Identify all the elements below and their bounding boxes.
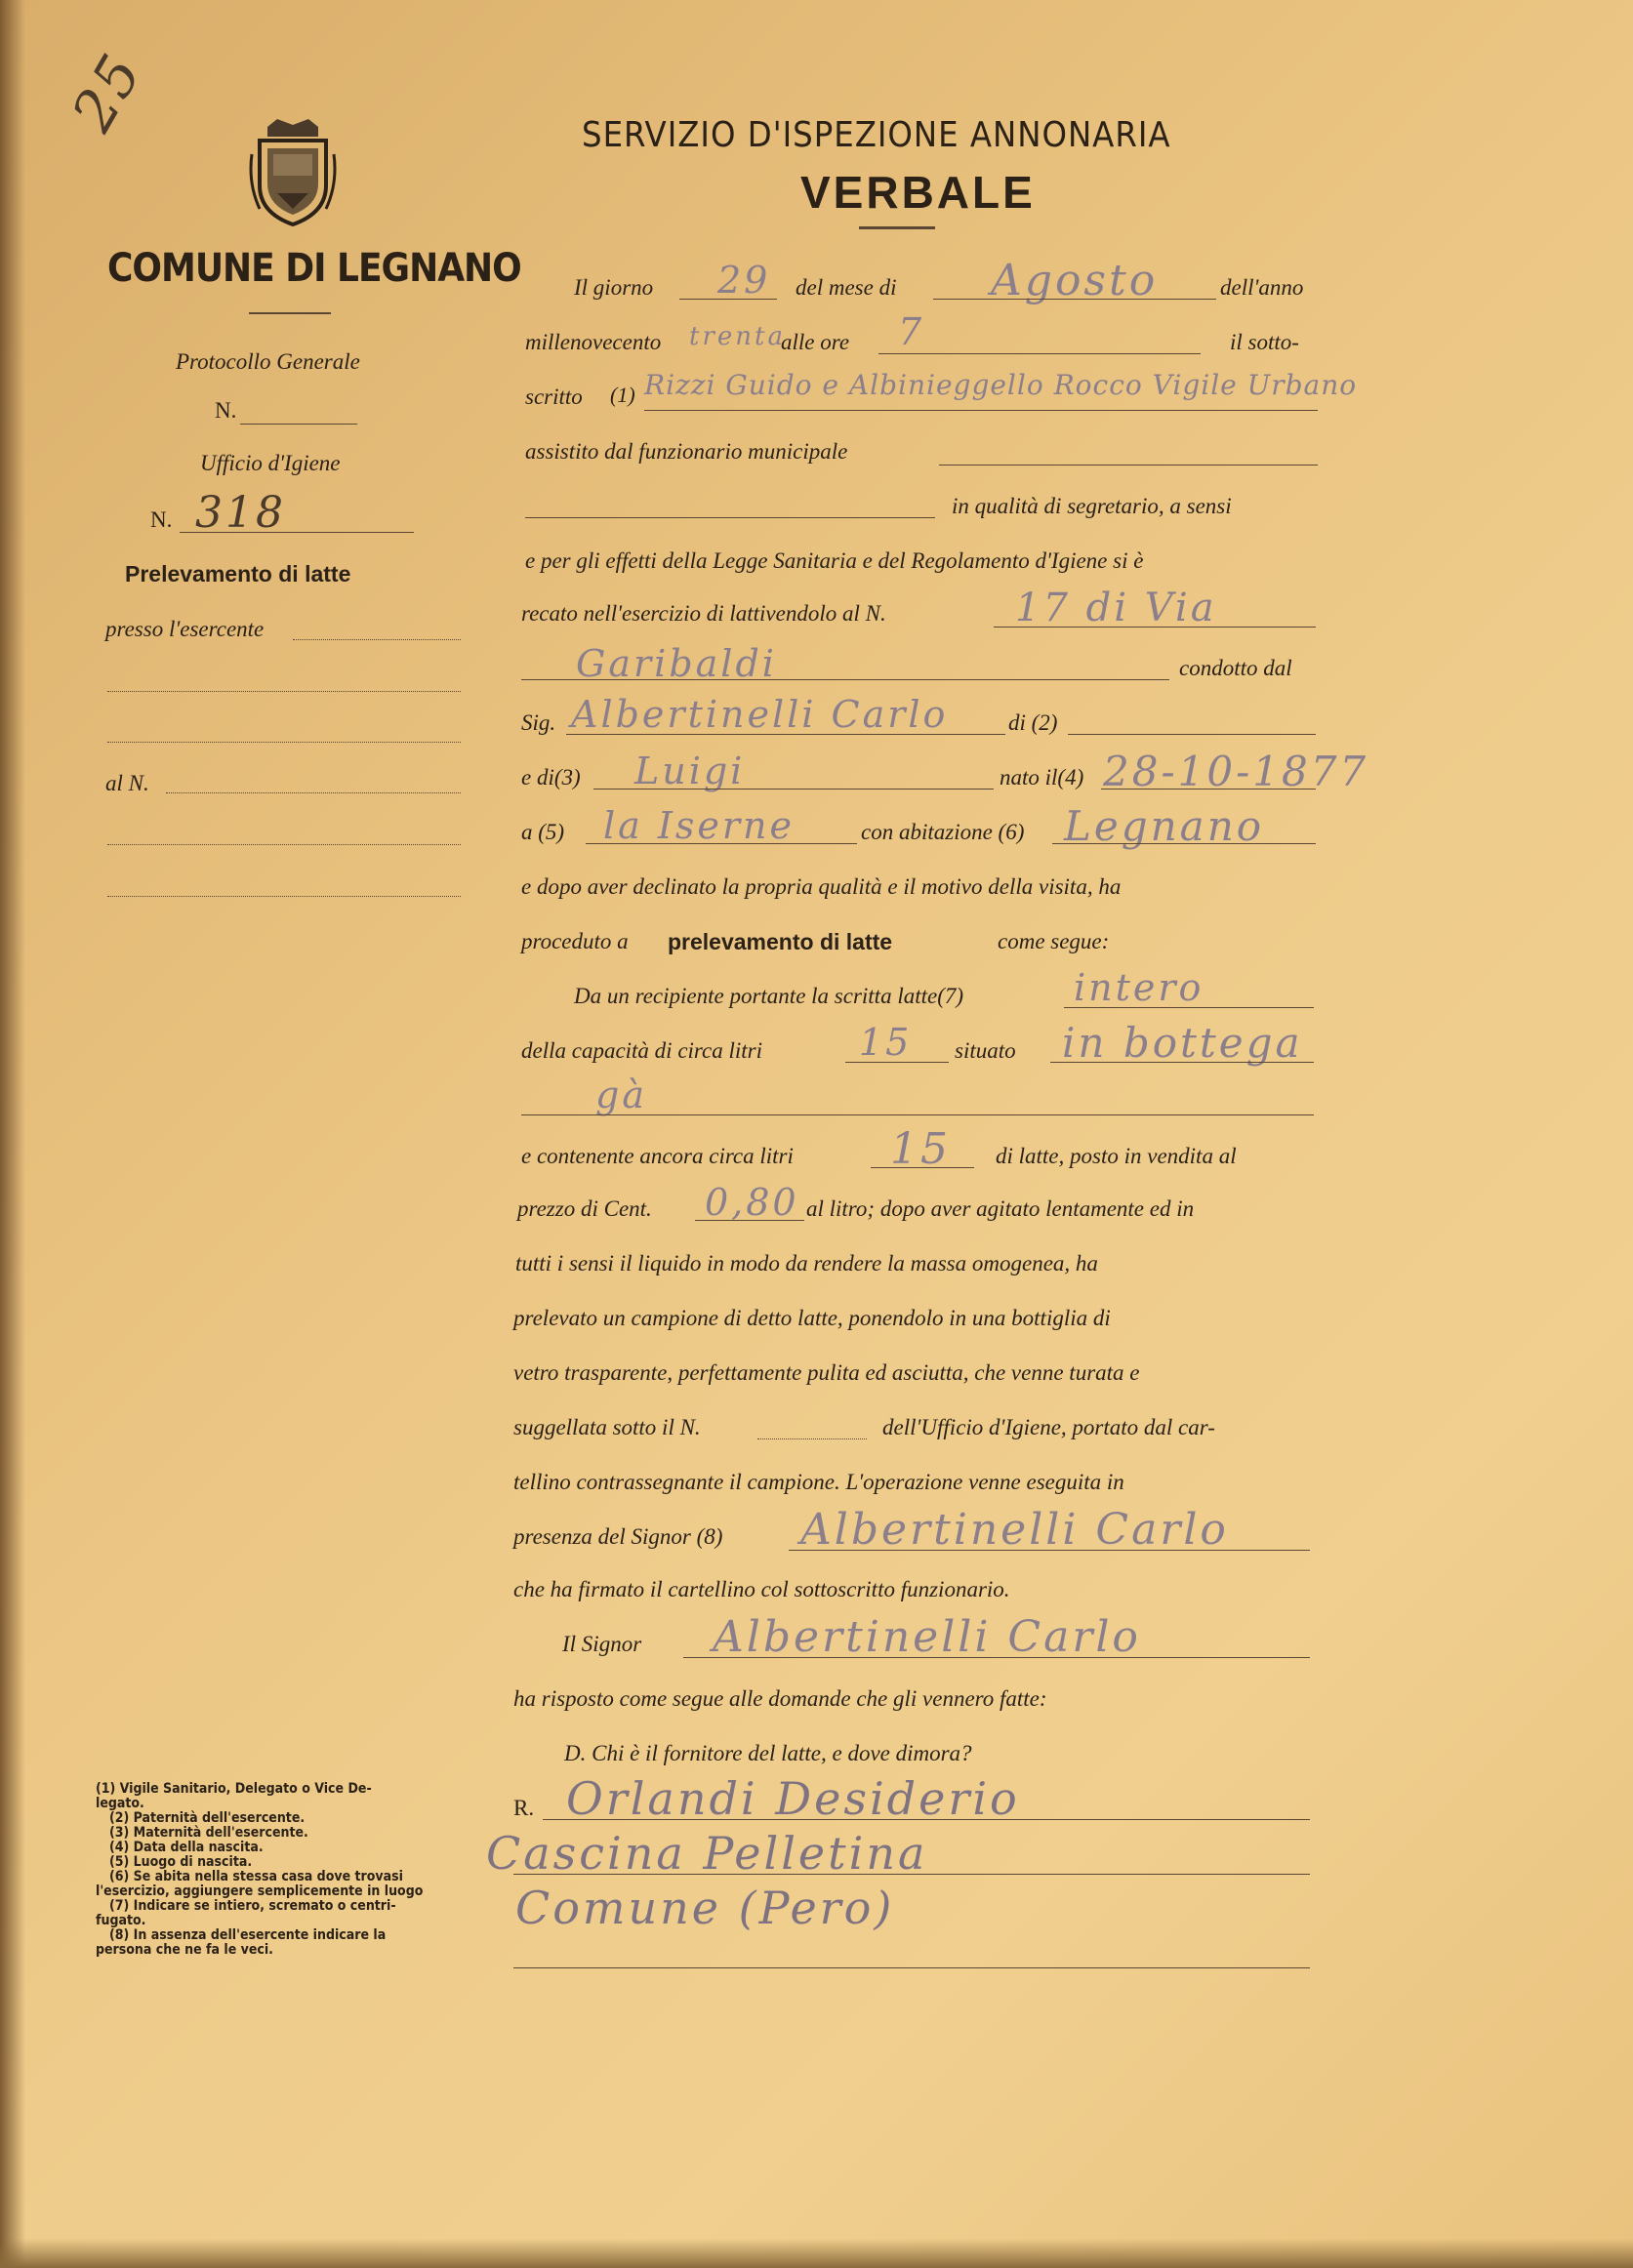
- birth-place-value: la Iserne: [603, 804, 796, 847]
- field-label: in qualità di segretario, a sensi: [952, 494, 1232, 518]
- remaining-line: [871, 1167, 974, 1168]
- body-text: vetro trasparente, perfettamente pulita ed asciutta, che venne turata e: [513, 1360, 1140, 1385]
- al-n-line: [166, 792, 461, 793]
- body-text: ha risposto come segue alle domande che gli vennero fatte:: [513, 1686, 1047, 1711]
- body-text: e dopo aver declinato la propria qualità e il motivo della visita, ha: [521, 874, 1122, 899]
- field-label: di (2): [1008, 710, 1058, 735]
- verbale-title: VERBALE: [800, 167, 1036, 218]
- paternita-line: [1068, 734, 1316, 735]
- street-number-value: 17 di Via: [1015, 586, 1217, 630]
- residence-value: Legnano: [1064, 802, 1265, 850]
- answer-line-3: Comune (Pero): [515, 1882, 895, 1934]
- paper-edge-left: [0, 0, 25, 2268]
- footnote: fugato.: [96, 1913, 146, 1928]
- ufficio-n-value: 318: [195, 488, 286, 538]
- day-value: 29: [717, 259, 771, 302]
- birth-date-line: [1101, 789, 1316, 790]
- divider: [249, 312, 331, 314]
- ufficio-n-line: [180, 532, 414, 533]
- presenza-line: [789, 1550, 1310, 1551]
- field-label: con abitazione (6): [861, 820, 1025, 844]
- street-number-line: [994, 627, 1316, 628]
- presso-label: presso l'esercente: [105, 617, 265, 641]
- footnote: (3) Maternità dell'esercente.: [109, 1825, 308, 1841]
- day-line: [679, 299, 777, 300]
- capacity-line: [845, 1062, 949, 1063]
- al-n-label: al N.: [105, 771, 149, 795]
- footnote: (6) Se abita nella stessa casa dove trovasi: [109, 1869, 403, 1884]
- funzionario-line: [939, 465, 1318, 466]
- capacity-value: 15: [859, 1021, 913, 1064]
- answer-line: [513, 1967, 1310, 1968]
- field-label: Da un recipiente portante la scritta latte(7): [574, 984, 964, 1008]
- page-number-handwritten: 25: [59, 41, 156, 142]
- location-line: [1050, 1062, 1314, 1063]
- field-label: di latte, posto in vendita al: [996, 1144, 1237, 1168]
- presenza-name: Albertinelli Carlo: [800, 1505, 1229, 1555]
- footnote: (1) Vigile Sanitario, Delegato o Vice De-: [96, 1781, 372, 1797]
- price-line: [695, 1220, 804, 1221]
- field-label: assistito dal funzionario municipale: [525, 439, 848, 464]
- protocollo-label: Protocollo Generale: [176, 349, 360, 374]
- presso-line: [293, 639, 461, 640]
- field-label: al litro; dopo aver agitato lentamente ed in: [806, 1196, 1195, 1221]
- verbale-underline: [859, 226, 935, 229]
- location-cont-value: gà: [595, 1073, 647, 1116]
- field-label: dell'anno: [1220, 275, 1304, 300]
- field-label: nato il(4): [1000, 765, 1084, 790]
- names-line: [644, 410, 1318, 411]
- field-label: della capacità di circa litri: [521, 1038, 762, 1063]
- footnotes: [96, 1782, 423, 1958]
- year-value: trenta: [689, 322, 786, 351]
- location-cont-line: [521, 1114, 1314, 1115]
- prelevamento-title: Prelevamento di latte: [125, 561, 351, 587]
- milk-type-line: [1064, 1007, 1314, 1008]
- maternita-value: Luigi: [634, 749, 746, 792]
- hour-value: 7: [898, 310, 925, 353]
- hour-line: [878, 353, 1201, 354]
- answer-line-1: Orlandi Desiderio: [566, 1772, 1020, 1825]
- field-label: condotto dal: [1179, 656, 1292, 680]
- field-label: del mese di: [796, 275, 897, 300]
- presso-line-3: [107, 742, 461, 743]
- comune-title: COMUNE DI LEGNANO: [107, 246, 521, 291]
- body-text: e per gli effetti della Legge Sanitaria e del Regolamento d'Igiene si è: [525, 548, 1144, 573]
- field-label: e di(3): [521, 765, 581, 790]
- field-label: Sig.: [521, 710, 556, 735]
- al-n-line-2: [107, 844, 461, 845]
- footnote: l'esercizio, aggiungere semplicemente in luogo: [96, 1883, 424, 1899]
- street-line: [521, 679, 1169, 680]
- signor-line: [683, 1657, 1310, 1658]
- question-text: D. Chi è il fornitore del latte, e dove dimora?: [564, 1741, 972, 1765]
- body-text-bold: prelevamento di latte: [668, 929, 893, 954]
- footnote: persona che ne fa le veci.: [96, 1942, 273, 1958]
- presso-line-2: [107, 691, 461, 692]
- residence-line: [1052, 843, 1316, 844]
- field-label: e contenente ancora circa litri: [521, 1144, 794, 1168]
- body-text: che ha firmato il cartellino col sottoscritto funzionario.: [513, 1577, 1010, 1601]
- field-label: millenovecento: [525, 330, 662, 354]
- month-line: [933, 299, 1216, 300]
- location-value: in bottega: [1062, 1019, 1303, 1067]
- body-text: tellino contrassegnante il campione. L'operazione venne eseguita in: [513, 1470, 1124, 1494]
- inspector-names: Rizzi Guido e Albinieggello Rocco Vigile Urbano: [644, 369, 1358, 401]
- footnote: (7) Indicare se intiero, scremato o centri-: [109, 1898, 396, 1914]
- remaining-value: 15: [890, 1124, 951, 1174]
- field-label: alle ore: [781, 330, 850, 354]
- protocollo-n-label: N.: [215, 398, 237, 423]
- answer-line: [513, 1874, 1310, 1875]
- paper-edge-bottom: [0, 2239, 1633, 2268]
- ufficio-label: Ufficio d'Igiene: [200, 451, 341, 475]
- ufficio-n-label: N.: [150, 507, 173, 532]
- answer-line: [543, 1819, 1310, 1820]
- esercente-name: Albertinelli Carlo: [571, 693, 949, 736]
- birth-date-value: 28-10-1877: [1103, 748, 1369, 795]
- segretario-line: [525, 517, 935, 518]
- protocollo-n-line: [240, 424, 357, 425]
- field-label: Il Signor: [562, 1632, 642, 1656]
- field-label: prezzo di Cent.: [517, 1196, 652, 1221]
- field-label: presenza del Signor (8): [513, 1524, 723, 1549]
- footnote: (2) Paternità dell'esercente.: [109, 1810, 306, 1826]
- servizio-title: SERVIZIO D'ISPEZIONE ANNONARIA: [582, 115, 1171, 155]
- body-text-b: come segue:: [998, 929, 1110, 953]
- price-value: 0,80: [705, 1181, 799, 1224]
- field-label: suggellata sotto il N.: [513, 1415, 701, 1439]
- seal-number-line: [757, 1438, 867, 1439]
- coat-of-arms-emblem: [248, 115, 338, 232]
- milk-type-value: intero: [1074, 966, 1204, 1009]
- esercente-line: [566, 734, 1005, 735]
- answer-line-2: Cascina Pelletina: [486, 1827, 928, 1880]
- signor-name: Albertinelli Carlo: [713, 1612, 1141, 1662]
- field-label: situato: [955, 1038, 1016, 1063]
- body-text: tutti i sensi il liquido in modo da rendere la massa omogenea, ha: [515, 1251, 1098, 1276]
- street-value: Garibaldi: [576, 642, 777, 685]
- footnote: legato.: [96, 1796, 144, 1811]
- al-n-line-3: [107, 896, 461, 897]
- answer-label: R.: [513, 1796, 535, 1820]
- field-label: Il giorno: [574, 275, 654, 300]
- footnote-ref: (1): [610, 383, 635, 407]
- field-label: dell'Ufficio d'Igiene, portato dal car-: [882, 1415, 1215, 1439]
- field-label: il sotto-: [1230, 330, 1299, 354]
- month-value: Agosto: [991, 256, 1159, 305]
- field-label: recato nell'esercizio di lattivendolo al N.: [521, 601, 886, 626]
- field-label: scritto: [525, 385, 583, 409]
- body-text-a: proceduto a: [521, 929, 629, 953]
- birth-place-line: [586, 843, 857, 844]
- footnote: (8) In assenza dell'esercente indicare la: [109, 1927, 387, 1943]
- field-label: a (5): [521, 820, 565, 844]
- footnote: (5) Luogo di nascita.: [109, 1854, 253, 1870]
- footnote: (4) Data della nascita.: [109, 1840, 264, 1855]
- body-text: prelevato un campione di detto latte, ponendolo in una bottiglia di: [513, 1306, 1111, 1330]
- maternita-line: [593, 789, 994, 790]
